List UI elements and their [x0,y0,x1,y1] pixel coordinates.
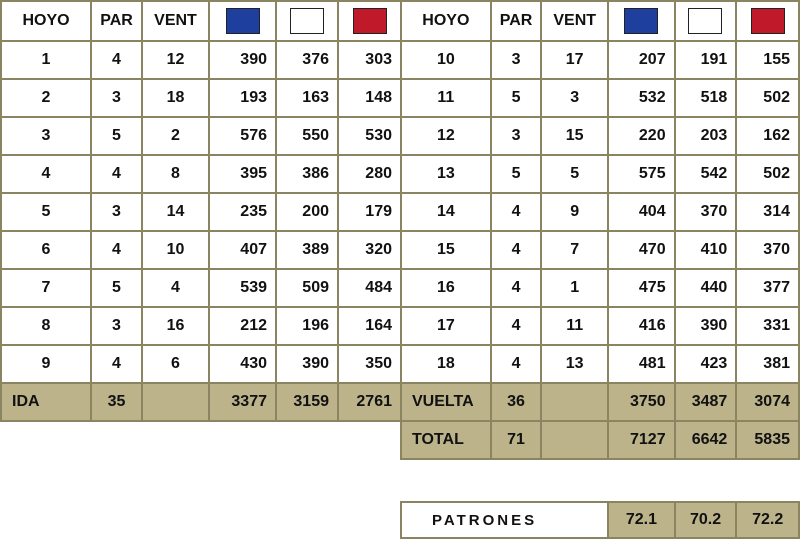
hole-par: 4 [491,231,542,269]
hole-row [1,345,401,383]
hole-number: 2 [1,79,91,117]
white-yardage: 191 [675,41,737,79]
white-yardage: 390 [276,345,338,383]
white-tee-header [675,1,737,41]
white-yardage: 203 [675,117,737,155]
blue-tee-header [209,1,276,41]
blue-yardage: 193 [209,79,276,117]
white-yardage: 196 [276,307,338,345]
white-yardage: 386 [276,155,338,193]
ida-white: 3159 [276,383,338,421]
blue-yardage: 532 [608,79,675,117]
back-nine-table [400,0,800,460]
hole-handicap: 9 [541,193,608,231]
white-yardage: 163 [276,79,338,117]
white-yardage: 200 [276,193,338,231]
white-yardage: 423 [675,345,737,383]
white-tee-header [276,1,338,41]
blue-tee-swatch [226,8,260,34]
blue-yardage: 470 [608,231,675,269]
total-label: TOTAL [401,421,491,459]
hole-par: 4 [491,269,542,307]
rating-white: 70.2 [675,502,737,538]
hole-par: 3 [91,307,142,345]
hole-par: 3 [91,79,142,117]
hole-number: 16 [401,269,491,307]
par-header: PAR [491,1,542,41]
hole-number: 18 [401,345,491,383]
hole-number: 4 [1,155,91,193]
hole-row [401,345,799,383]
hole-par: 5 [91,117,142,155]
hole-par: 3 [491,41,542,79]
red-yardage: 502 [736,155,799,193]
blue-yardage: 416 [608,307,675,345]
hole-par: 4 [91,155,142,193]
rating-label: PATRONES [401,502,608,538]
hole-row [1,155,401,193]
blue-yardage: 575 [608,155,675,193]
hole-handicap: 4 [142,269,209,307]
white-yardage: 542 [675,155,737,193]
white-yardage: 440 [675,269,737,307]
hole-row [1,193,401,231]
red-yardage: 530 [338,117,401,155]
vuelta-par: 36 [491,383,542,421]
blue-yardage: 212 [209,307,276,345]
vuelta-row [401,383,799,421]
red-tee-swatch [353,8,387,34]
hole-header: HOYO [401,1,491,41]
blue-yardage: 220 [608,117,675,155]
hole-row [401,155,799,193]
hole-row [401,307,799,345]
hole-handicap: 17 [541,41,608,79]
ida-row [1,383,401,421]
blue-yardage: 390 [209,41,276,79]
hole-number: 8 [1,307,91,345]
vuelta-hcp-empty [541,383,608,421]
hole-handicap: 11 [541,307,608,345]
hole-header: HOYO [1,1,91,41]
hole-number: 1 [1,41,91,79]
course-rating-table [400,501,800,539]
hole-row [401,269,799,307]
front-nine-table [0,0,402,422]
total-hcp-empty [541,421,608,459]
hcp-header: VENT [541,1,608,41]
par-header: PAR [91,1,142,41]
hole-handicap: 10 [142,231,209,269]
ida-red: 2761 [338,383,401,421]
rating-row [401,502,799,538]
hole-row [401,117,799,155]
hole-handicap: 15 [541,117,608,155]
hole-handicap: 5 [541,155,608,193]
hole-handicap: 12 [142,41,209,79]
red-yardage: 377 [736,269,799,307]
hole-par: 4 [91,231,142,269]
white-yardage: 390 [675,307,737,345]
total-row [401,421,799,459]
hole-number: 5 [1,193,91,231]
blue-yardage: 475 [608,269,675,307]
hole-handicap: 8 [142,155,209,193]
hole-row [401,231,799,269]
hole-row [1,79,401,117]
hole-row [1,307,401,345]
total-par: 71 [491,421,542,459]
hole-number: 17 [401,307,491,345]
white-yardage: 550 [276,117,338,155]
total-blue: 7127 [608,421,675,459]
red-yardage: 484 [338,269,401,307]
white-yardage: 376 [276,41,338,79]
header-row [401,1,799,41]
hole-par: 4 [491,345,542,383]
hole-par: 3 [491,117,542,155]
white-yardage: 518 [675,79,737,117]
hole-handicap: 1 [541,269,608,307]
hole-par: 4 [91,345,142,383]
red-yardage: 162 [736,117,799,155]
hole-row [401,193,799,231]
hole-number: 14 [401,193,491,231]
hole-handicap: 6 [142,345,209,383]
vuelta-label: VUELTA [401,383,491,421]
blue-yardage: 576 [209,117,276,155]
hole-handicap: 14 [142,193,209,231]
hole-handicap: 13 [541,345,608,383]
red-yardage: 155 [736,41,799,79]
white-yardage: 389 [276,231,338,269]
hole-number: 13 [401,155,491,193]
red-yardage: 320 [338,231,401,269]
header-row [1,1,401,41]
total-red: 5835 [736,421,799,459]
hole-handicap: 2 [142,117,209,155]
ida-par: 35 [91,383,142,421]
red-tee-header [338,1,401,41]
ida-hcp-empty [142,383,209,421]
hole-number: 15 [401,231,491,269]
white-tee-swatch [290,8,324,34]
blue-yardage: 395 [209,155,276,193]
red-yardage: 280 [338,155,401,193]
hole-par: 4 [491,193,542,231]
hole-number: 10 [401,41,491,79]
hcp-header: VENT [142,1,209,41]
blue-yardage: 481 [608,345,675,383]
ida-label: IDA [1,383,91,421]
hole-number: 11 [401,79,491,117]
red-yardage: 350 [338,345,401,383]
hole-par: 3 [91,193,142,231]
blue-yardage: 235 [209,193,276,231]
hole-handicap: 16 [142,307,209,345]
blue-tee-swatch [624,8,658,34]
red-yardage: 381 [736,345,799,383]
red-yardage: 370 [736,231,799,269]
hole-handicap: 7 [541,231,608,269]
hole-handicap: 18 [142,79,209,117]
vuelta-blue: 3750 [608,383,675,421]
white-yardage: 509 [276,269,338,307]
hole-row [401,41,799,79]
red-yardage: 164 [338,307,401,345]
hole-row [1,231,401,269]
hole-row [401,79,799,117]
red-yardage: 314 [736,193,799,231]
hole-number: 7 [1,269,91,307]
red-yardage: 303 [338,41,401,79]
hole-par: 5 [91,269,142,307]
hole-number: 9 [1,345,91,383]
hole-row [1,117,401,155]
hole-handicap: 3 [541,79,608,117]
white-tee-swatch [688,8,722,34]
blue-yardage: 404 [608,193,675,231]
blue-yardage: 207 [608,41,675,79]
red-yardage: 148 [338,79,401,117]
hole-par: 4 [491,307,542,345]
blue-yardage: 430 [209,345,276,383]
red-tee-header [736,1,799,41]
rating-blue: 72.1 [608,502,675,538]
red-yardage: 502 [736,79,799,117]
hole-par: 5 [491,79,542,117]
hole-number: 12 [401,117,491,155]
total-white: 6642 [675,421,737,459]
red-yardage: 179 [338,193,401,231]
blue-tee-header [608,1,675,41]
blue-yardage: 539 [209,269,276,307]
hole-number: 3 [1,117,91,155]
red-yardage: 331 [736,307,799,345]
white-yardage: 370 [675,193,737,231]
vuelta-red: 3074 [736,383,799,421]
hole-row [1,269,401,307]
white-yardage: 410 [675,231,737,269]
rating-red: 72.2 [736,502,799,538]
red-tee-swatch [751,8,785,34]
blue-yardage: 407 [209,231,276,269]
hole-par: 5 [491,155,542,193]
ida-blue: 3377 [209,383,276,421]
vuelta-white: 3487 [675,383,737,421]
hole-par: 4 [91,41,142,79]
hole-row [1,41,401,79]
hole-number: 6 [1,231,91,269]
